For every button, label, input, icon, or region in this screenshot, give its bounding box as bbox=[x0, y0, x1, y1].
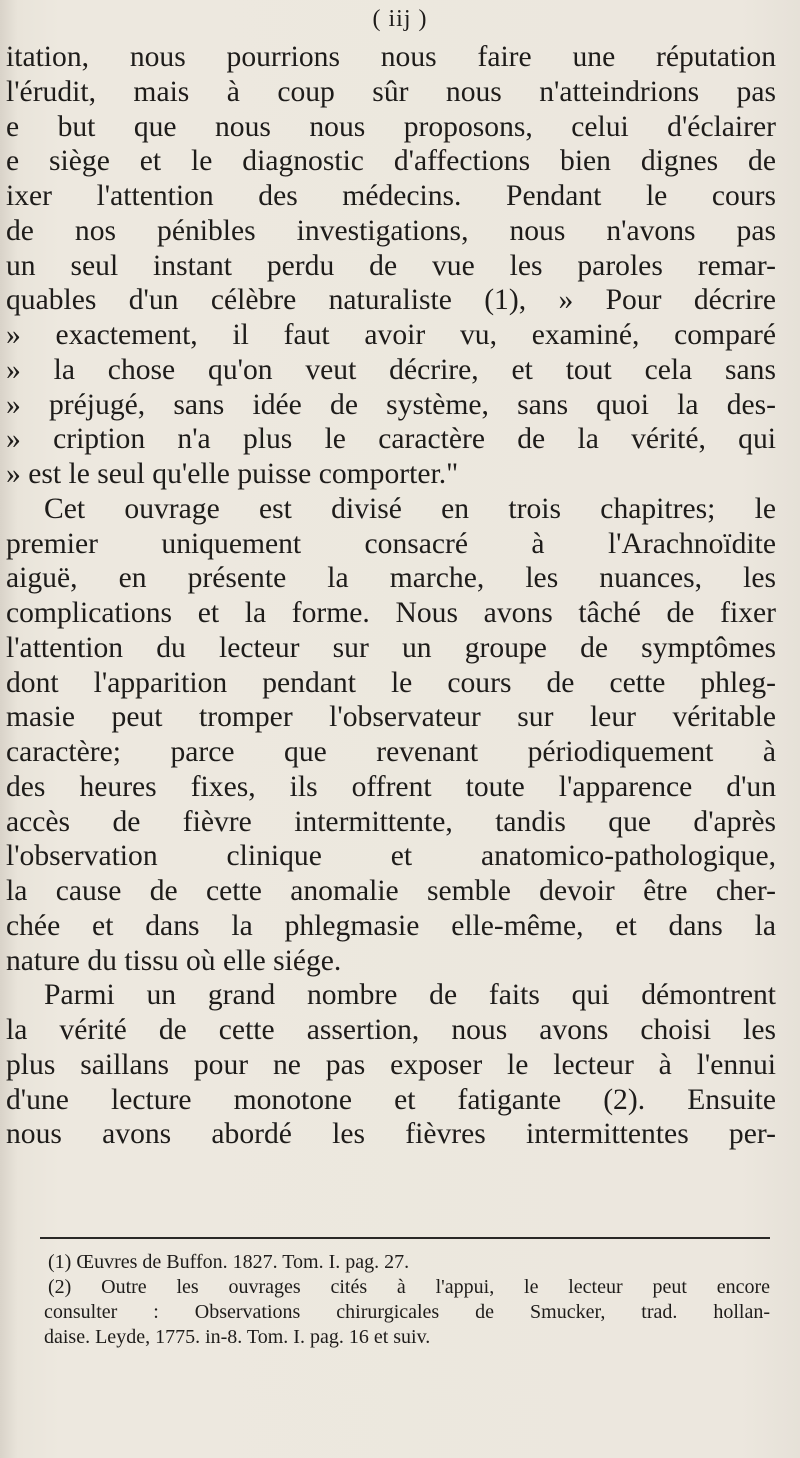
text-line: dont l'apparition pendant le cours de cette phleg- bbox=[6, 666, 776, 699]
footnote-line: consulter : Observations chirurgicales de Smucker, trad. hollan- bbox=[44, 1301, 770, 1323]
text-line: la cause de cette anomalie semble devoir être cher- bbox=[6, 875, 776, 907]
text-line: d'une lecture monotone et fatigante (2). Ensuite bbox=[6, 1083, 776, 1116]
text-line: Cet ouvrage est divisé en trois chapitres; le bbox=[44, 492, 776, 525]
text-line: de nos pénibles investigations, nous n'avons pas bbox=[6, 214, 776, 247]
text-line: caractère; parce que revenant périodiquement à bbox=[6, 736, 776, 768]
text-line: aiguë, en présente la marche, les nuances, les bbox=[6, 562, 776, 595]
footnotes bbox=[44, 1250, 770, 1350]
page-number: ( iij ) bbox=[372, 6, 428, 32]
text-line: itation, nous pourrions nous faire une réputation bbox=[6, 41, 776, 73]
text-line: nature du tissu où elle siége. bbox=[6, 944, 342, 977]
text-line: plus saillans pour ne pas exposer le lecteur à l'ennui bbox=[6, 1048, 776, 1081]
text-line: l'érudit, mais à coup sûr nous n'atteindrions pas bbox=[6, 75, 776, 108]
footnote-divider bbox=[40, 1237, 770, 1239]
text-line: chée et dans la phlegmasie elle-même, et dans la bbox=[6, 909, 776, 942]
text-line: e siège et le diagnostic d'affections bien dignes de bbox=[6, 145, 776, 178]
text-line: » cription n'a plus le caractère de la vérité, qui bbox=[6, 423, 776, 456]
text-line: » exactement, il faut avoir vu, examiné, comparé bbox=[6, 319, 776, 351]
text-line: l'observation clinique et anatomico-pathologique, bbox=[6, 840, 776, 873]
text-line: Parmi un grand nombre de faits qui démontrent bbox=[44, 979, 776, 1012]
text-line: accès de fièvre intermittente, tandis que d'après bbox=[6, 805, 776, 838]
text-line: un seul instant perdu de vue les paroles remar- bbox=[6, 249, 776, 282]
text-line: » la chose qu'on veut décrire, et tout cela sans bbox=[6, 353, 776, 386]
text-line: masie peut tromper l'observateur sur leur véritable bbox=[6, 701, 776, 734]
footnote-line: daise. Leyde, 1775. in-8. Tom. I. pag. 16 et suiv. bbox=[44, 1326, 431, 1348]
footnote-line: (1) Œuvres de Buffon. 1827. Tom. I. pag. 27. bbox=[48, 1251, 410, 1273]
footnote-line: (2) Outre les ouvrages cités à l'appui, le lecteur peut encore bbox=[48, 1276, 770, 1298]
text-line: complications et la forme. Nous avons tâché de fixer bbox=[6, 597, 776, 629]
text-line: des heures fixes, ils offrent toute l'apparence d'un bbox=[6, 770, 776, 803]
text-line: ixer l'attention des médecins. Pendant le cours bbox=[6, 180, 776, 212]
text-line: quables d'un célèbre naturaliste (1), » Pour décrire bbox=[6, 284, 776, 317]
text-line: l'attention du lecteur sur un groupe de symptômes bbox=[6, 631, 776, 664]
body-text bbox=[6, 40, 776, 1152]
text-line: » est le seul qu'elle puisse comporter." bbox=[6, 458, 459, 490]
text-line: la vérité de cette assertion, nous avons choisi les bbox=[6, 1014, 776, 1046]
text-line: premier uniquement consacré à l'Arachnoïdite bbox=[6, 527, 776, 560]
text-line: nous avons abordé les fièvres intermittentes per- bbox=[6, 1118, 776, 1151]
text-line: e but que nous nous proposons, celui d'éclairer bbox=[6, 110, 776, 143]
text-line: » préjugé, sans idée de système, sans quoi la des- bbox=[6, 388, 776, 421]
